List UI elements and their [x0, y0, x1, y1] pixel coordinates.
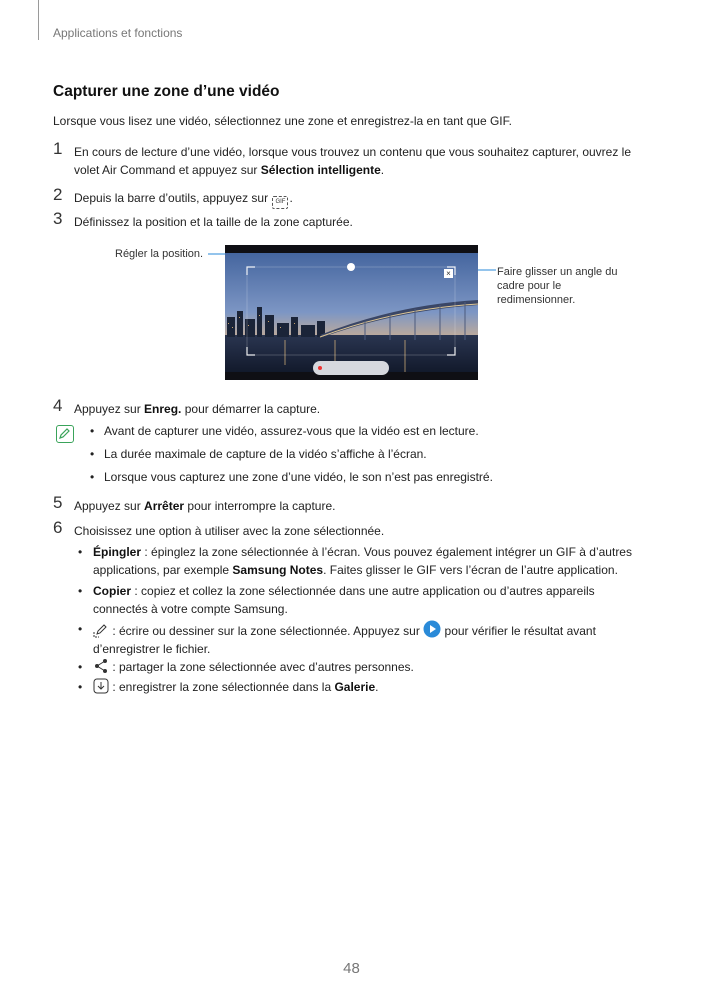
option-share: • : partager la zone sélectionnée avec d’autres personnes. — [78, 660, 414, 674]
record-label: Enreg. — [144, 402, 182, 416]
share-icon — [93, 658, 109, 674]
close-icon[interactable]: × — [444, 269, 453, 278]
stop-label: Arrêter — [144, 499, 185, 513]
option-save: • : enregistrer la zone sélectionnée dans la Galerie. — [78, 680, 379, 694]
step-number: 3 — [53, 209, 63, 228]
step-number: 4 — [53, 396, 63, 415]
step-number: 1 — [53, 139, 63, 158]
step-5 — [53, 493, 653, 515]
note-pen-icon — [56, 425, 74, 443]
city-skyline-image — [225, 245, 478, 380]
header-divider — [38, 0, 39, 40]
gif-icon: GIF — [272, 196, 288, 209]
step-4 — [53, 396, 653, 418]
option-draw: • : écrire ou dessiner sur la zone sélectionnée. Appuyez sur pour vérifier le résultat avant d’enregistrer le fichier. — [78, 622, 596, 656]
play-icon — [423, 620, 441, 638]
step-number: 6 — [53, 518, 63, 537]
note-bullet: • La durée maximale de capture de la vidéo s’affiche à l’écran. — [90, 447, 427, 461]
note-bullet: • Lorsque vous capturez une zone d’une vidéo, le son n’est pas enregistré. — [90, 470, 493, 484]
callout-resize: Faire glisser un angle du cadre pour le redimensionner. — [497, 266, 618, 306]
step-1 — [53, 139, 653, 179]
note-bullet: • Avant de capturer une vidéo, assurez-vous que la vidéo est en lecture. — [90, 424, 479, 438]
step-number: 2 — [53, 185, 63, 204]
page-title: Capturer une zone d’une vidéo — [53, 83, 280, 100]
intro-text: Lorsque vous lisez une vidéo, sélectionnez une zone et enregistrez-la en tant que GIF. — [53, 114, 512, 128]
step-number: 5 — [53, 493, 63, 512]
step-3 — [53, 209, 653, 231]
step-text: Depuis la barre d’outils, appuyez sur GIF . — [74, 189, 653, 209]
section-header: Applications et fonctions — [53, 26, 183, 40]
option-pin: • Épingler : épinglez la zone sélectionnée à l’écran. Vous pouvez également intégrer un GIF à d’autres applications, par exemple Samsung Notes. Faites glisser le GIF vers l’écran de l’autre application. — [78, 545, 632, 577]
step-text: Appuyez sur Enreg. pour démarrer la capture. — [74, 402, 321, 416]
video-screenshot — [225, 245, 478, 380]
draw-icon — [93, 622, 109, 638]
step-text: Appuyez sur Arrêter pour interrompre la capture. — [74, 499, 336, 513]
record-toolbar[interactable] — [313, 361, 389, 375]
option-copy: • Copier : copiez et collez la zone sélectionnée dans une autre application ou d’autres appareils connectés à votre compte Samsung. — [78, 584, 595, 616]
page-number: 48 — [343, 960, 360, 977]
step-2 — [53, 185, 653, 209]
step-6 — [53, 518, 653, 540]
smart-select-label: Sélection intelligente — [260, 163, 381, 177]
download-icon — [93, 678, 109, 694]
record-dot-icon — [318, 366, 322, 370]
callout-position: Régler la position. — [115, 248, 204, 260]
step-text: En cours de lecture d’une vidéo, lorsque vous trouvez un contenu que vous souhaitez capturer, ouvrez le volet Air Command et appuyez sur Sélection intelligente. — [74, 145, 632, 177]
step-text: Définissez la position et la taille de la zone capturée. — [74, 215, 353, 229]
step-text: Choisissez une option à utiliser avec la zone sélectionnée. — [74, 524, 385, 538]
